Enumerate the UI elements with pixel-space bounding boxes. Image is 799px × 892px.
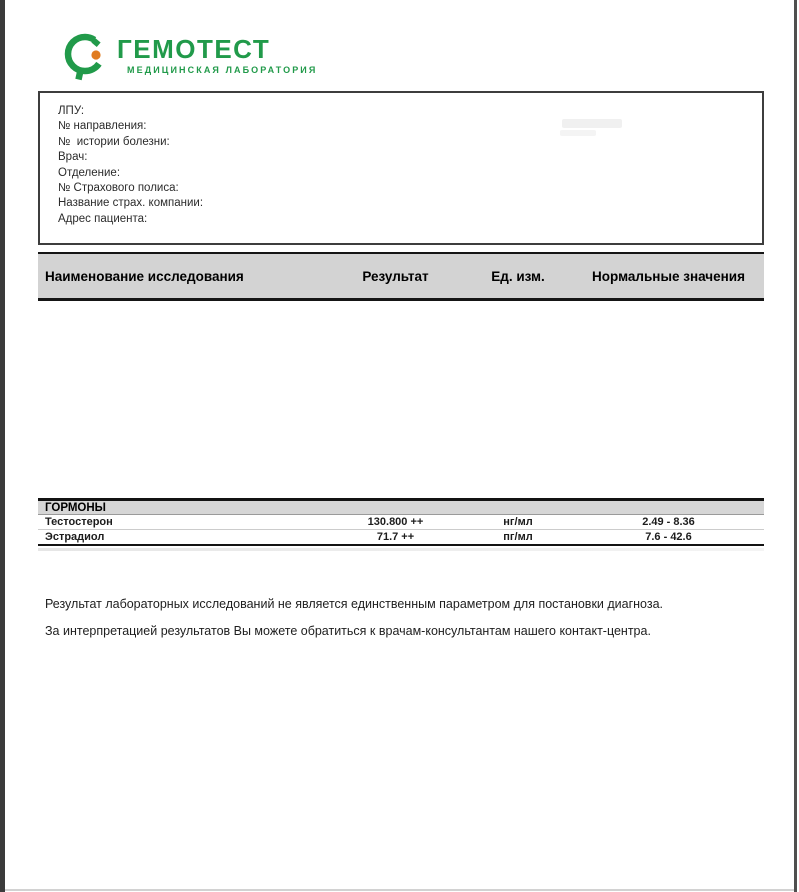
test-normal-range: 7.6 - 42.6 (645, 531, 692, 543)
scan-edge-right (794, 0, 797, 892)
test-unit: пг/мл (503, 531, 533, 543)
disclaimer-note: Результат лабораторных исследований не является единственным параметром для постановки диагноза. (45, 597, 664, 611)
scan-edge-left (0, 0, 5, 892)
table-row-estradiol (38, 530, 764, 544)
column-header-units: Ед. изм. (491, 268, 545, 284)
section-title: ГОРМОНЫ (45, 501, 106, 514)
field-insurance-company: Название страх. компании: (58, 197, 204, 210)
field-lpu: ЛПУ: (58, 105, 85, 117)
column-header-result: Результат (362, 268, 429, 284)
test-unit: нг/мл (503, 516, 533, 528)
scan-edge-bottom (5, 889, 794, 891)
test-normal-range: 2.49 - 8.36 (642, 516, 695, 528)
field-patient-address: Адрес пациента: (58, 212, 148, 225)
brand-tagline: МЕДИЦИНСКАЯ ЛАБОРАТОРИЯ (127, 65, 318, 75)
column-header-normal-range: Нормальные значения (592, 268, 745, 284)
results-table-header (38, 252, 764, 301)
faint-row-artifact (38, 548, 764, 551)
consultation-note: За интерпретацией результатов Вы можете обратиться к врачам-консультантам нашего контакт-центра. (45, 624, 651, 638)
test-result: 71.7 ++ (376, 531, 415, 543)
gemotest-logo-icon (62, 28, 110, 84)
test-name: Эстрадиол (45, 531, 105, 543)
field-referral-number: № направления: (58, 120, 147, 133)
test-name: Тестостерон (45, 516, 113, 528)
hormones-section (38, 498, 764, 546)
field-case-history-number: № истории болезни: (58, 135, 170, 148)
table-row-testosterone (38, 515, 764, 530)
redacted-value-smudge (560, 130, 596, 136)
test-result: 130.800 ++ (367, 516, 424, 528)
patient-info-box (38, 91, 764, 245)
column-header-test-name: Наименование исследования (45, 268, 244, 284)
redacted-value-smudge (562, 119, 622, 128)
field-doctor: Врач: (58, 151, 88, 164)
field-insurance-policy-number: № Страхового полиса: (58, 182, 179, 195)
field-department: Отделение: (58, 166, 121, 179)
brand-name: ГЕМОТЕСТ (117, 34, 271, 64)
lab-logo (62, 28, 317, 84)
section-title-bar (38, 501, 764, 515)
